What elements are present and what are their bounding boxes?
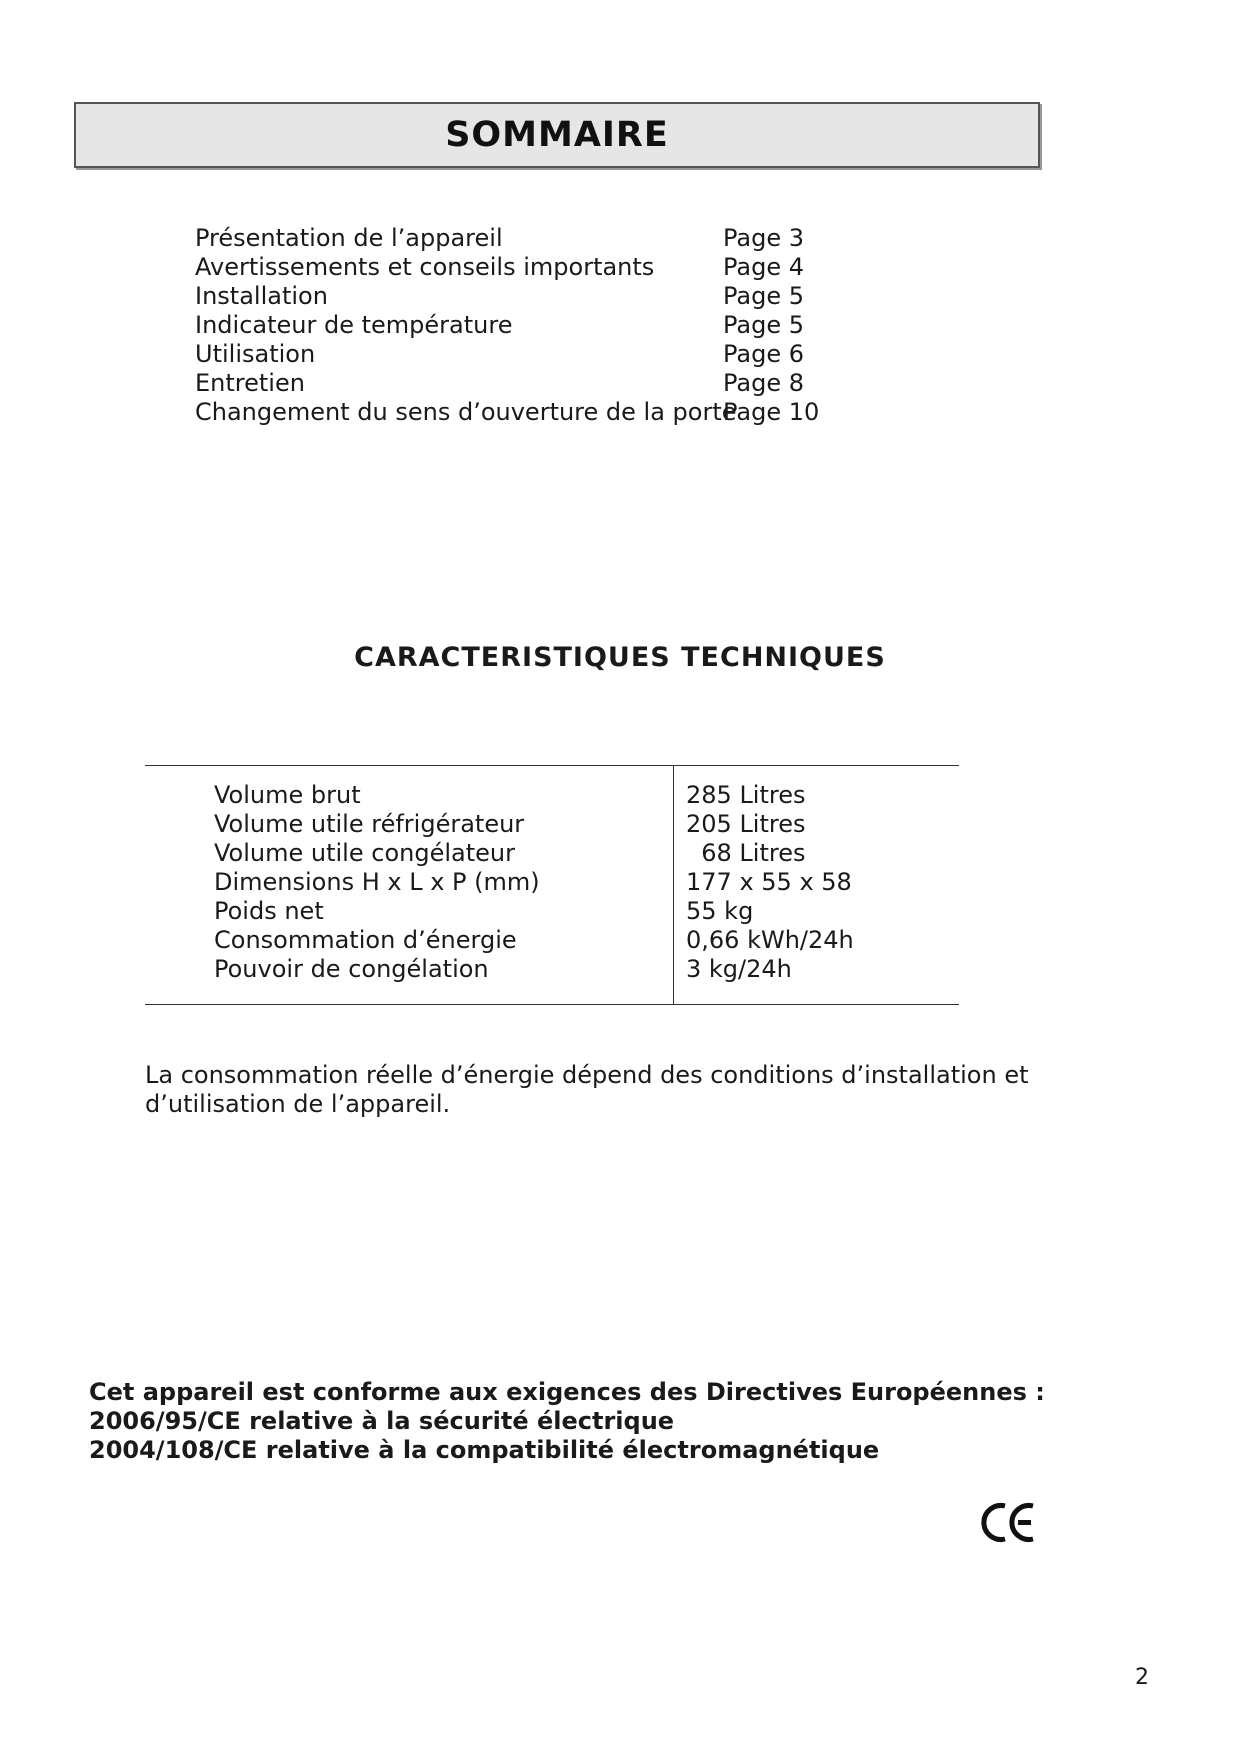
toc-label: Installation	[195, 282, 328, 310]
toc-row[interactable]	[195, 282, 895, 311]
table-column-divider	[673, 765, 674, 1005]
specs-table	[145, 765, 959, 1005]
toc-label: Avertissements et conseils importants	[195, 253, 655, 281]
ce-mark-icon	[980, 1500, 1040, 1545]
spec-label: Volume brut	[214, 781, 361, 809]
toc-page: Page 10	[723, 398, 820, 426]
spec-label: Dimensions H x L x P (mm)	[214, 868, 540, 896]
toc-label: Entretien	[195, 369, 305, 397]
toc-label: Utilisation	[195, 340, 316, 368]
spec-value: 3 kg/24h	[686, 955, 792, 983]
directive-line: 2004/108/CE relative à la compatibilité électromagnétique	[89, 1436, 880, 1464]
toc-label: Changement du sens d’ouverture de la porte	[195, 398, 737, 426]
spec-value: 205 Litres	[686, 810, 806, 838]
directive-line: 2006/95/CE relative à la sécurité électrique	[89, 1407, 675, 1435]
table-top-rule	[145, 765, 959, 766]
toc-row[interactable]	[195, 398, 895, 427]
spec-values-column	[686, 781, 854, 984]
title-box	[74, 102, 1040, 168]
table-bottom-rule	[145, 1004, 959, 1005]
spec-value: 285 Litres	[686, 781, 806, 809]
energy-note: La consommation réelle d’énergie dépend des conditions d’installation et d’utilisation de l’appareil.	[145, 1061, 1029, 1118]
table-of-contents	[195, 224, 895, 427]
toc-page: Page 6	[723, 340, 804, 368]
toc-label: Indicateur de température	[195, 311, 513, 339]
toc-row[interactable]	[195, 253, 895, 282]
page-number: 2	[1135, 1665, 1149, 1690]
toc-page: Page 4	[723, 253, 804, 281]
spec-label: Poids net	[214, 897, 324, 925]
spec-value: 55 kg	[686, 897, 754, 925]
toc-label: Présentation de l’appareil	[195, 224, 503, 252]
spec-label: Pouvoir de congélation	[214, 955, 489, 983]
spec-label: Volume utile réfrigérateur	[214, 810, 525, 838]
toc-page: Page 5	[723, 311, 804, 339]
spec-value: 68 Litres	[686, 839, 806, 867]
toc-row[interactable]	[195, 369, 895, 398]
page-title: SOMMAIRE	[445, 115, 669, 155]
specs-heading: CARACTERISTIQUES TECHNIQUES	[354, 642, 886, 673]
spec-value: 0,66 kWh/24h	[686, 926, 854, 954]
toc-page: Page 3	[723, 224, 804, 252]
spec-label: Consommation d’énergie	[214, 926, 517, 954]
toc-page: Page 8	[723, 369, 804, 397]
toc-row[interactable]	[195, 224, 895, 253]
spec-label: Volume utile congélateur	[214, 839, 515, 867]
spec-labels-column	[214, 781, 540, 984]
toc-page: Page 5	[723, 282, 804, 310]
toc-row[interactable]	[195, 311, 895, 340]
toc-row[interactable]	[195, 340, 895, 369]
directives-block	[89, 1378, 1045, 1465]
directive-line: Cet appareil est conforme aux exigences des Directives Européennes :	[89, 1378, 1045, 1406]
spec-value: 177 x 55 x 58	[686, 868, 852, 896]
